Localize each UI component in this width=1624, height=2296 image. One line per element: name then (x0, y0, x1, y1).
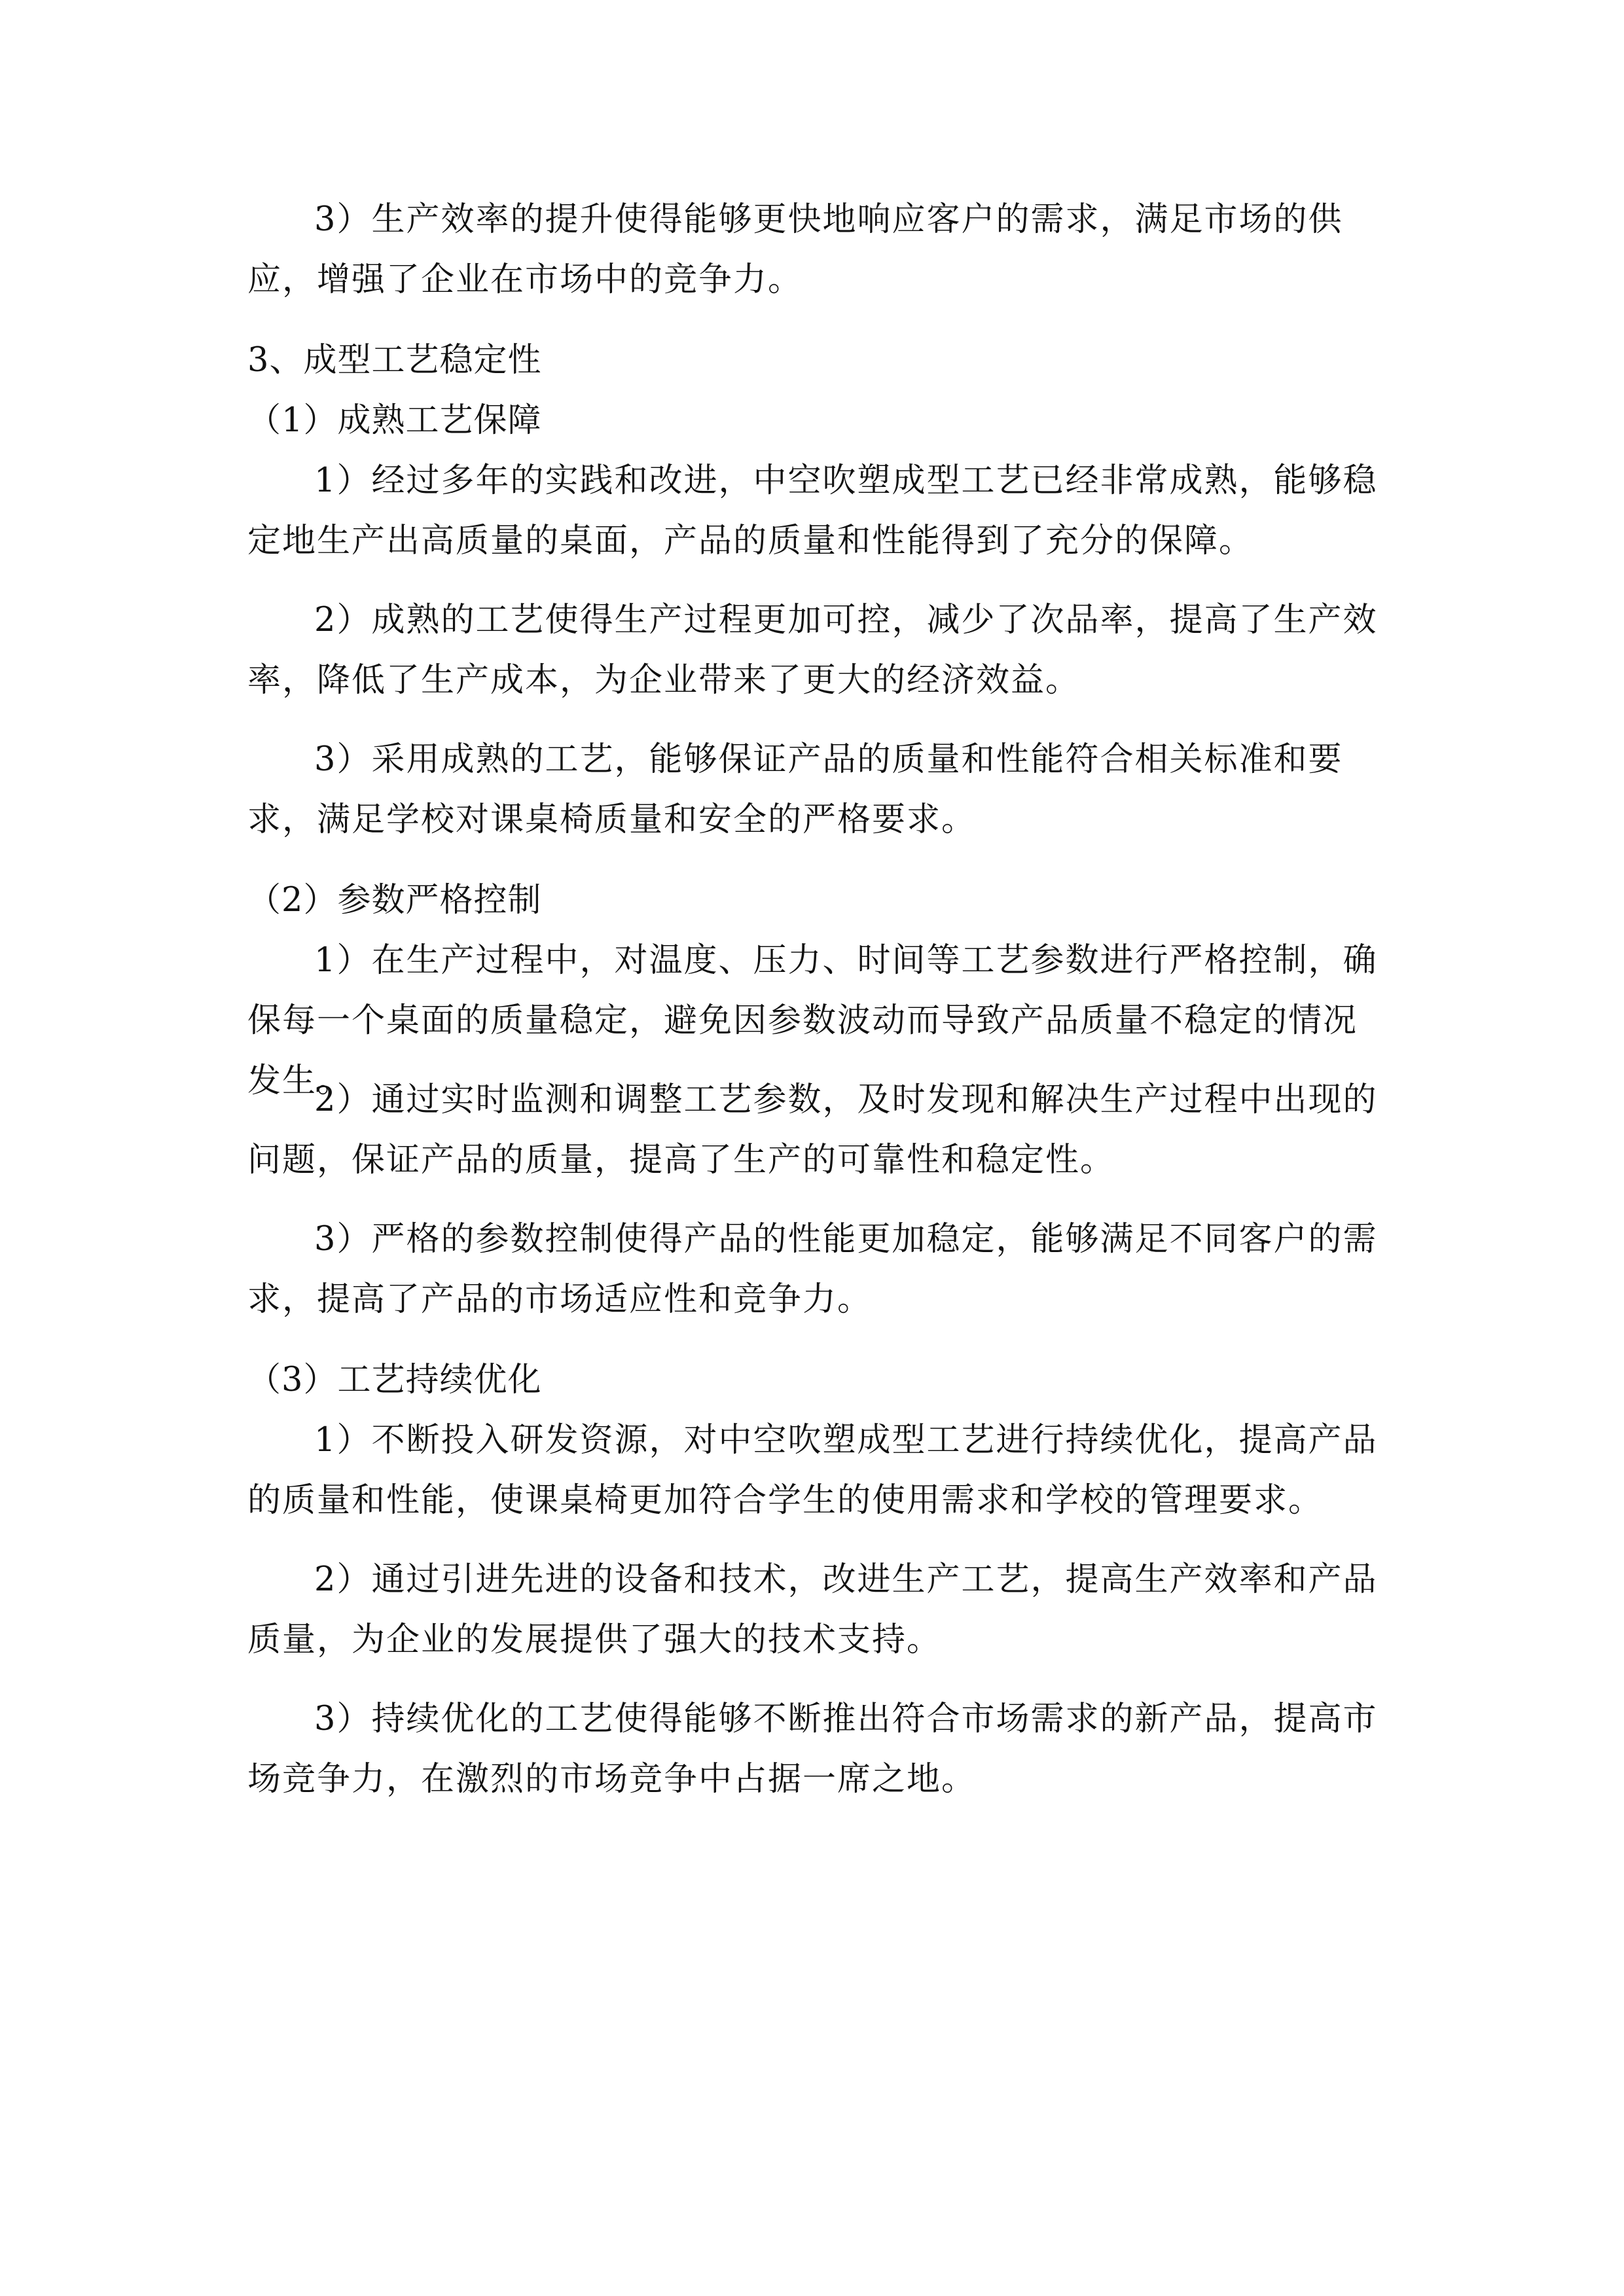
paragraph-mature-process-1: 1）经过多年的实践和改进，中空吹塑成型工艺已经非常成熟，能够稳定地生产出高质量的桌面，产品的质量和性能得到了充分的保障。 (247, 461, 1378, 560)
section-heading-process-stability: 3、成型工艺稳定性 (247, 341, 542, 380)
subheading-mature-process: （1）成熟工艺保障 (247, 401, 542, 440)
paragraph-optimization-2: 2）通过引进先进的设备和技术，改进生产工艺，提高生产效率和产品质量，为企业的发展提供了强大的技术支持。 (247, 1560, 1378, 1659)
paragraph-mature-process-2: 2）成熟的工艺使得生产过程更加可控，减少了次品率，提高了生产效率，降低了生产成本，为企业带来了更大的经济效益。 (247, 601, 1378, 700)
subheading-parameter-control: （2）参数严格控制 (247, 881, 542, 920)
paragraph-optimization-3: 3）持续优化的工艺使得能够不断推出符合市场需求的新产品，提高市场竞争力，在激烈的市场竞争中占据一席之地。 (247, 1700, 1378, 1799)
subheading-continuous-optimization: （3）工艺持续优化 (247, 1361, 542, 1399)
paragraph-mature-process-3: 3）采用成熟的工艺，能够保证产品的质量和性能符合相关标准和要求，满足学校对课桌椅质量和安全的严格要求。 (247, 740, 1343, 839)
paragraph-optimization-1: 1）不断投入研发资源，对中空吹塑成型工艺进行持续优化，提高产品的质量和性能，使课桌椅更加符合学生的使用需求和学校的管理要求。 (247, 1421, 1378, 1520)
paragraph-parameter-control-3: 3）严格的参数控制使得产品的性能更加稳定，能够满足不同客户的需求，提高了产品的市场适应性和竞争力。 (247, 1220, 1378, 1319)
paragraph-parameter-control-1: 1）在生产过程中，对温度、压力、时间等工艺参数进行严格控制，确保每一个桌面的质量稳定，避免因参数波动而导致产品质量不稳定的情况发生。 (247, 941, 1378, 1100)
paragraph-parameter-control-2: 2）通过实时监测和调整工艺参数，及时发现和解决生产过程中出现的问题，保证产品的质量，提高了生产的可靠性和稳定性。 (247, 1081, 1378, 1179)
paragraph-efficiency-competitiveness: 3）生产效率的提升使得能够更快地响应客户的需求，满足市场的供应，增强了企业在市场中的竞争力。 (247, 200, 1343, 299)
